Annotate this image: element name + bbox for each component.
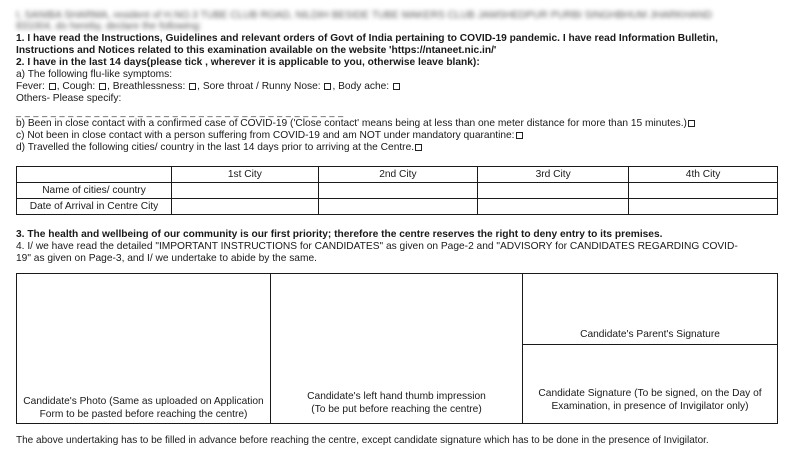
- thumb-impression-box[interactable]: [271, 274, 523, 424]
- city-2-name-field[interactable]: [318, 183, 477, 199]
- declaration-item-1-line-1: 1. I have read the Instructions, Guidelines and relevant orders of Govt of India pertaining to COVID-19 pandemic. I have read Information Bulletin,: [16, 33, 718, 44]
- close-contact-checkbox[interactable]: [688, 120, 695, 127]
- redacted-name-address: I, SANIBA SHARMA, resident of H.NO.3 TUBE CLUB ROAD, NILDIH BESIDE TUBE MAKERS CLUB JAMSHEDPUR PURBI SINGHBHUM JHARKHAND: [16, 10, 712, 21]
- redacted-pincode-line: 831004, do hereby, declare the following:: [16, 21, 202, 32]
- symptom-body-ache-checkbox[interactable]: [393, 83, 400, 90]
- table-header-cell: 2nd City: [318, 167, 477, 183]
- symptom-sore-throat-checkbox[interactable]: [324, 83, 331, 90]
- city-1-date-field[interactable]: [172, 199, 319, 215]
- symptom-breathlessness-label: Breathlessness:: [112, 81, 186, 92]
- declaration-item-2d-text: d) Travelled the following cities/ country in the last 14 days prior to arriving at the Centre.: [16, 142, 415, 153]
- declaration-item-4-line-2: 19" as given on Page-3, and I/ we undertake to abide by the same.: [16, 253, 317, 264]
- symptom-fever-checkbox[interactable]: [49, 83, 56, 90]
- separator: ,: [107, 81, 110, 92]
- cities-travel-table: [16, 166, 778, 215]
- declaration-item-2c-text: c) Not been in close contact with a person suffering from COVID-19 and am NOT under mandatory quarantine:: [16, 130, 515, 141]
- declaration-item-2c: [16, 130, 524, 142]
- symptom-fever-label: Fever:: [16, 81, 45, 92]
- others-specify-blank[interactable]: _ _ _ _ _ _ _ _ _ _ _ _ _ _ _ _ _ _ _ _ _ _ _ _ _ _ _ _ _ _ _ _ _ _ _ _ _ _: [16, 107, 344, 117]
- city-3-name-field[interactable]: [478, 183, 629, 199]
- city-4-date-field[interactable]: [629, 199, 778, 215]
- symptom-breathlessness-checkbox[interactable]: [189, 83, 196, 90]
- declaration-item-2d: [16, 142, 423, 154]
- separator: ,: [332, 81, 336, 92]
- candidate-photo-label: Candidate's Photo (Same as uploaded on Application Form to be pasted before reaching the centre): [23, 396, 264, 420]
- symptom-sore-throat-label: Sore throat / Runny Nose:: [202, 81, 321, 92]
- city-4-name-field[interactable]: [629, 183, 778, 199]
- no-contact-checkbox[interactable]: [516, 132, 523, 139]
- city-2-date-field[interactable]: [318, 199, 477, 215]
- table-header-row: [17, 167, 778, 183]
- table-row: [17, 199, 778, 215]
- parent-signature-label: Candidate's Parent's Signature: [580, 329, 720, 340]
- table-header-cell: 3rd City: [478, 167, 629, 183]
- candidate-photo-box[interactable]: [17, 274, 271, 424]
- thumb-impression-label: Candidate's left hand thumb impression: [307, 391, 486, 402]
- symptom-cough-checkbox[interactable]: [99, 83, 106, 90]
- thumb-impression-note: (To be put before reaching the centre): [311, 404, 482, 415]
- parent-signature-box[interactable]: [523, 274, 778, 345]
- declaration-item-2: 2. I have in the last 14 days(please tick , wherever it is applicable to you, otherwise leave blank):: [16, 57, 480, 68]
- separator: ,: [197, 81, 200, 92]
- footer-note: The above undertaking has to be filled in advance before reaching the centre, except candidate signature which has to be done in the presence of Invigilator.: [16, 435, 709, 446]
- table-header-cell: [17, 167, 172, 183]
- candidate-signature-box[interactable]: [523, 345, 778, 424]
- others-specify-label: Others- Please specify:: [16, 93, 122, 104]
- table-header-cell: 4th City: [629, 167, 778, 183]
- travelled-checkbox[interactable]: [415, 144, 422, 151]
- symptom-cough-label: Cough:: [62, 81, 96, 92]
- signature-table: [16, 273, 778, 424]
- row-label-arrival-date: Date of Arrival in Centre City: [17, 199, 172, 215]
- row-label-city-names: Name of cities/ country: [17, 183, 172, 199]
- declaration-item-2a: a) The following flu-like symptoms:: [16, 69, 173, 80]
- declaration-item-1-line-2: Instructions and Notices related to this examination available on the website 'https://ntaneet.nic.in/': [16, 45, 497, 56]
- table-header-cell: 1st City: [172, 167, 319, 183]
- declaration-item-2b: [16, 118, 696, 130]
- declaration-item-3: 3. The health and wellbeing of our community is our first priority; therefore the centre reserves the right to deny entry to its premises.: [16, 229, 663, 240]
- declaration-item-4-line-1: 4. I/ we have read the detailed "IMPORTANT INSTRUCTIONS for CANDIDATES" as given on Page-2 and "ADVISORY for CANDIDATES REGARDING COVID-: [16, 241, 738, 252]
- city-1-name-field[interactable]: [172, 183, 319, 199]
- symptom-body-ache-label: Body ache:: [338, 81, 390, 92]
- symptoms-row: [16, 81, 401, 93]
- city-3-date-field[interactable]: [478, 199, 629, 215]
- declaration-item-2b-text: b) Been in close contact with a confirmed case of COVID-19 ('Close contact' means being at less than one meter distance for more than 15 minutes.): [16, 118, 687, 129]
- separator: ,: [56, 81, 60, 92]
- table-row: [17, 183, 778, 199]
- candidate-signature-label: Candidate Signature (To be signed, on the Day of Examination, in presence of Invigilator only): [538, 388, 762, 412]
